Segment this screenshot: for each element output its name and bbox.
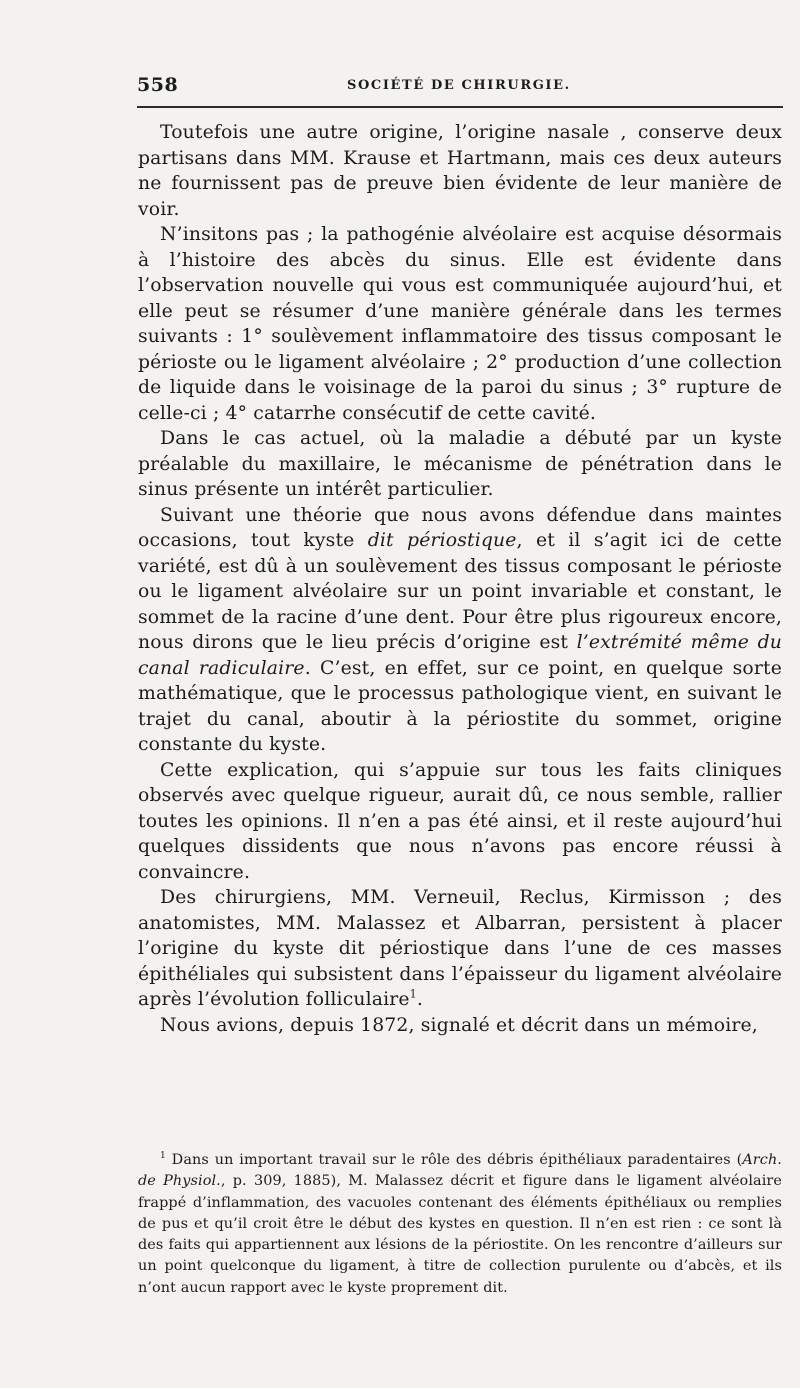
- footnote-text-a: Dans un important travail sur le rôle des débris épithéliaux paradentaires (: [165, 1152, 743, 1168]
- page-number: 558: [137, 74, 179, 96]
- paragraph-1: Toutefois une autre origine, l’origine nasale , conserve deux partisans dans MM. Krause et Hartmann, mais ces deux auteurs ne fournissent pas de preuve bien évidente de leur manière de voir.: [138, 122, 782, 220]
- italic-dit-periostique: dit périostique: [367, 530, 517, 551]
- page-header: [137, 74, 783, 100]
- paragraph-6-end: .: [416, 989, 423, 1010]
- footnote-reference: 1: [409, 987, 417, 1001]
- paragraph-4-part-e: . C’est, en effet, sur ce point, en quelque sorte mathématique, que le processus pathologique vient, en suivant le trajet du canal, aboutir à la périostite du sommet, origine constante du kyste.: [138, 657, 782, 755]
- footnote-text-c: , p. 309, 1885), M. Malassez décrit et figure dans le ligament alvéolaire frappé d’inflammation, des vacuoles contenant des éléments épithéliaux ou remplies de pus et qu’il croit être le début des kystes en question. Il n’en est rien : ce sont là des faits qui appartiennent aux lésions de la périostite. On les rencontre d’ailleurs sur un point quelconque du ligament, à titre de collection purulente ou d’abcès, et ils n’ont aucun rapport avec le kyste proprement dit.: [138, 1173, 783, 1296]
- paragraph-4: [138, 503, 782, 758]
- paragraph-3: Dans le cas actuel, où la maladie a débuté par un kyste préalable du maxillaire, le mécanisme de pénétration dans le sinus présente un intérêt particulier.: [138, 428, 782, 500]
- italic-extremite-canal: l’extrémité même du canal radiculaire: [138, 632, 782, 679]
- body-text: [138, 120, 782, 1038]
- paragraph-6: [138, 885, 782, 1013]
- running-head: SOCIÉTÉ DE CHIRURGIE.: [347, 78, 571, 93]
- paragraph-2: N’insitons pas ; la pathogénie alvéolaire est acquise désormais à l’histoire des abcès du sinus. Elle est évidente dans l’observation nouvelle qui vous est communiquée aujourd’hui, et elle peut se résumer d’une manière générale dans les termes suivants : 1° soulèvement inflammatoire des tissus composant le périoste ou le ligament alvéolaire ; 2° production d’une collection de liquide dans le voisinage de la paroi du sinus ; 3° rupture de celle-ci ; 4° catarrhe consécutif de cette cavité.: [138, 224, 782, 424]
- footnote-journal-title: Arch. de Physiol.: [138, 1152, 782, 1190]
- paragraph-4-part-a: Suivant une théorie que nous avons défendue dans maintes occasions, tout kyste: [138, 504, 782, 551]
- paragraph-5: Cette explication, qui s’appuie sur tous les faits cliniques observés avec quelque rigueur, aurait dû, ce nous semble, rallier toutes les opinions. Il n’en a pas été ainsi, et il reste aujourd’hui quelques dissidents que nous n’avons pas encore réussi à convaincre.: [138, 759, 782, 883]
- header-rule: [137, 106, 783, 108]
- paragraph-6-text: Des chirurgiens, MM. Verneuil, Reclus, Kirmisson ; des anatomistes, MM. Malassez et Albarran, persistent à placer l’origine du kyste dit périostique dans l’une de ces masses épithéliales qui subsistent dans l’épaisseur du ligament alvéolaire après l’évolution folliculaire: [138, 887, 782, 1010]
- paragraph-7: Nous avions, depuis 1872, signalé et décrit dans un mémoire,: [160, 1014, 758, 1036]
- footnote-mark: 1: [160, 1151, 166, 1162]
- footnote-paragraph: [138, 1150, 782, 1299]
- paragraph-4-part-c: , et il s’agit ici de cette variété, est dû à un soulèvement des tissus composant le périoste ou le ligament alvéolaire sur un point invariable et constant, le sommet de la racine d’une dent. Pour être plus rigoureux encore, nous dirons que le lieu précis d’origine est: [138, 530, 782, 653]
- footnote: [138, 1150, 782, 1299]
